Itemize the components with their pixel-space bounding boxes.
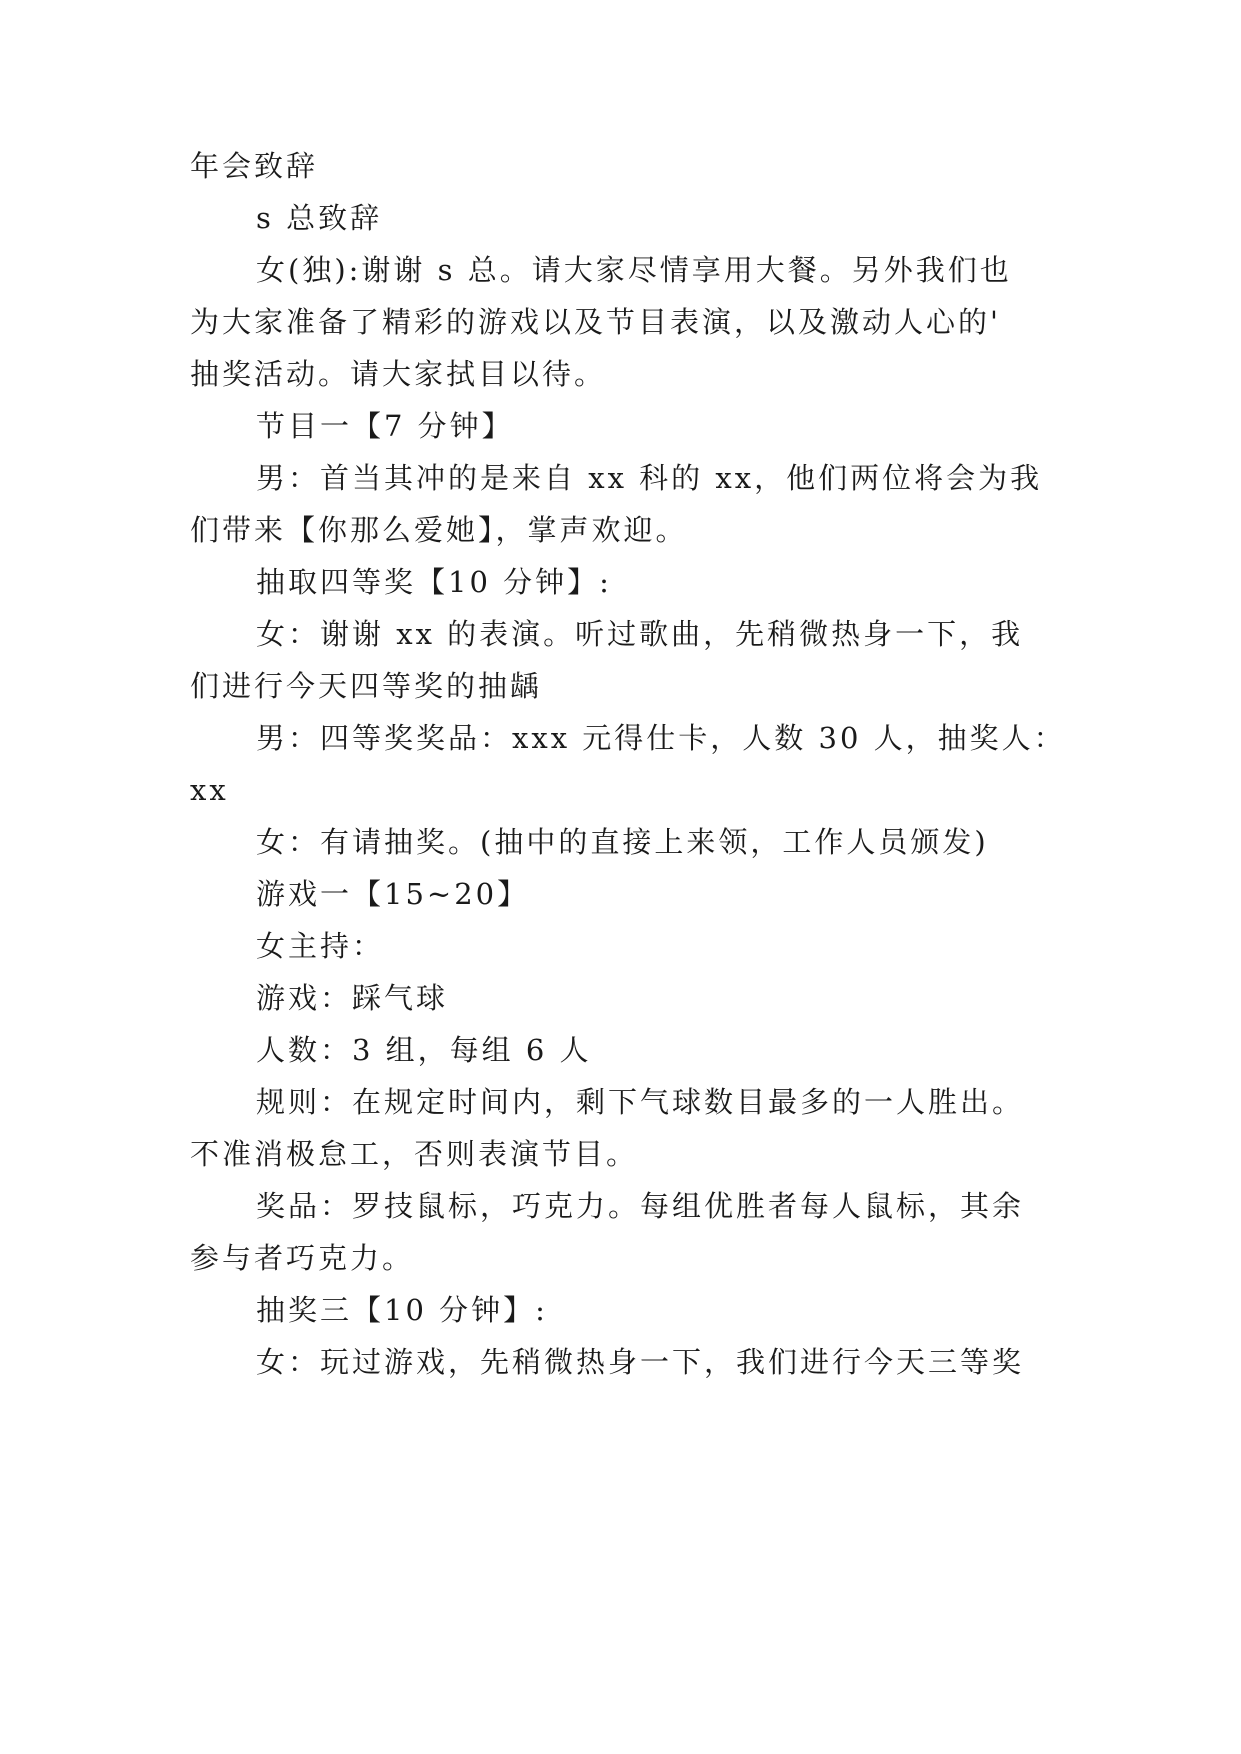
paragraph-line: 们进行今天四等奖的抽龋 xyxy=(190,669,543,703)
paragraph-line: 规则：在规定时间内，剩下气球数目最多的一人胜出。 xyxy=(256,1085,1025,1119)
section-heading: 游戏一【15~20】 xyxy=(256,877,530,911)
document-title: 年会致辞 xyxy=(190,149,319,183)
paragraph-line: 女主持： xyxy=(256,929,385,963)
paragraph-line: 女：有请抽奖。(抽中的直接上来领，工作人员颁发) xyxy=(256,825,989,859)
paragraph-line: 为大家准备了精彩的游戏以及节目表演，以及激动人心的' xyxy=(190,305,1001,339)
paragraph-line: 女：玩过游戏，先稍微热身一下，我们进行今天三等奖 xyxy=(256,1345,1025,1379)
paragraph-line: 男：首当其冲的是来自 xx 科的 xx，他们两位将会为我 xyxy=(256,461,1043,495)
paragraph-line: 奖品：罗技鼠标，巧克力。每组优胜者每人鼠标，其余 xyxy=(256,1189,1025,1223)
paragraph-line: 参与者巧克力。 xyxy=(190,1241,415,1275)
paragraph-line: 不准消极怠工，否则表演节目。 xyxy=(190,1137,639,1171)
section-heading: 抽取四等奖【10 分钟】: xyxy=(256,565,612,599)
paragraph-line: 女：谢谢 xx 的表演。听过歌曲，先稍微热身一下，我 xyxy=(256,617,1024,651)
section-heading: s 总致辞 xyxy=(256,201,383,235)
paragraph-line: 人数：3 组，每组 6 人 xyxy=(256,1033,592,1067)
paragraph-line: xx xyxy=(190,773,229,807)
paragraph-line: 游戏：踩气球 xyxy=(256,981,449,1015)
paragraph-line: 们带来【你那么爱她】，掌声欢迎。 xyxy=(190,513,688,547)
paragraph-line: 男：四等奖奖品：xxx 元得仕卡，人数 30 人，抽奖人： xyxy=(256,721,1066,755)
paragraph-line: 抽奖活动。请大家拭目以待。 xyxy=(190,357,607,391)
paragraph-line: 女(独):谢谢 s 总。请大家尽情享用大餐。另外我们也 xyxy=(256,253,1012,287)
section-heading: 节目一【7 分钟】 xyxy=(256,409,514,443)
section-heading: 抽奖三【10 分钟】: xyxy=(256,1293,548,1327)
